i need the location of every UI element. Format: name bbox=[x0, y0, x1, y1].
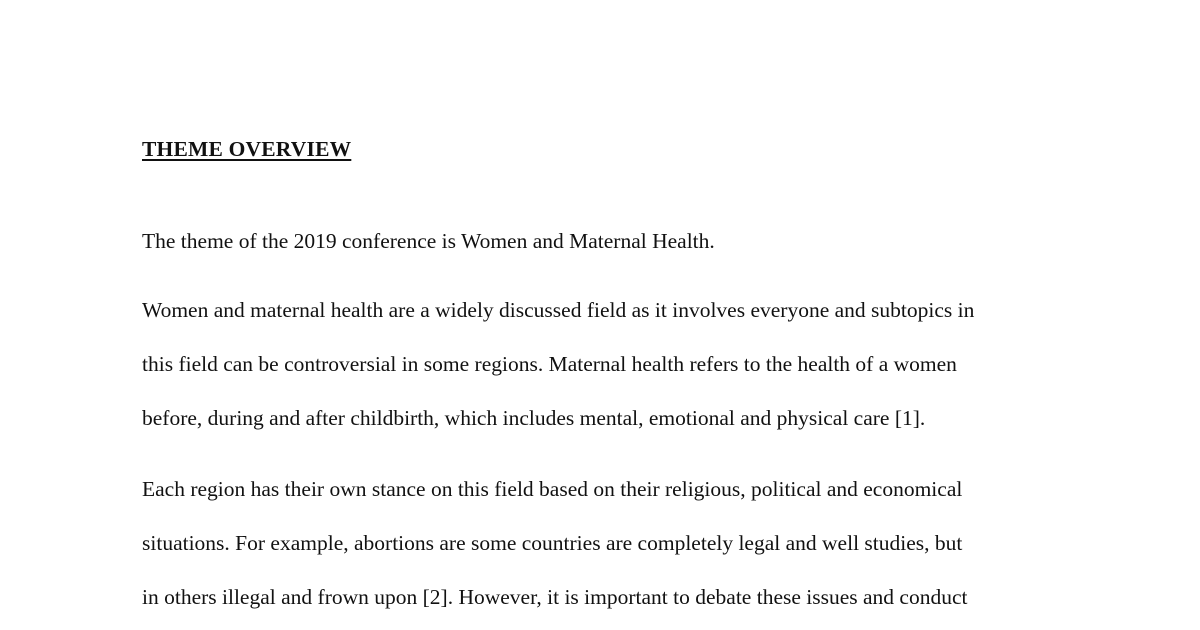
paragraph-2-line-1: Women and maternal health are a widely discussed field as it involves everyone and subtopics in bbox=[142, 298, 975, 322]
paragraph-3-line-2: situations. For example, abortions are some countries are completely legal and well studies, but bbox=[142, 531, 963, 555]
paragraph-3-line-3: in others illegal and frown upon [2]. However, it is important to debate these issues and conduct bbox=[142, 585, 968, 609]
paragraph-2-line-3: before, during and after childbirth, which includes mental, emotional and physical care [1]. bbox=[142, 406, 926, 430]
paragraph-2-line-2: this field can be controversial in some regions. Maternal health refers to the health of a women bbox=[142, 352, 957, 376]
paragraph-3-line-1: Each region has their own stance on this field based on their religious, political and economical bbox=[142, 477, 963, 501]
paragraph-1-line-1: The theme of the 2019 conference is Women and Maternal Health. bbox=[142, 229, 715, 253]
section-heading: THEME OVERVIEW bbox=[142, 137, 352, 161]
